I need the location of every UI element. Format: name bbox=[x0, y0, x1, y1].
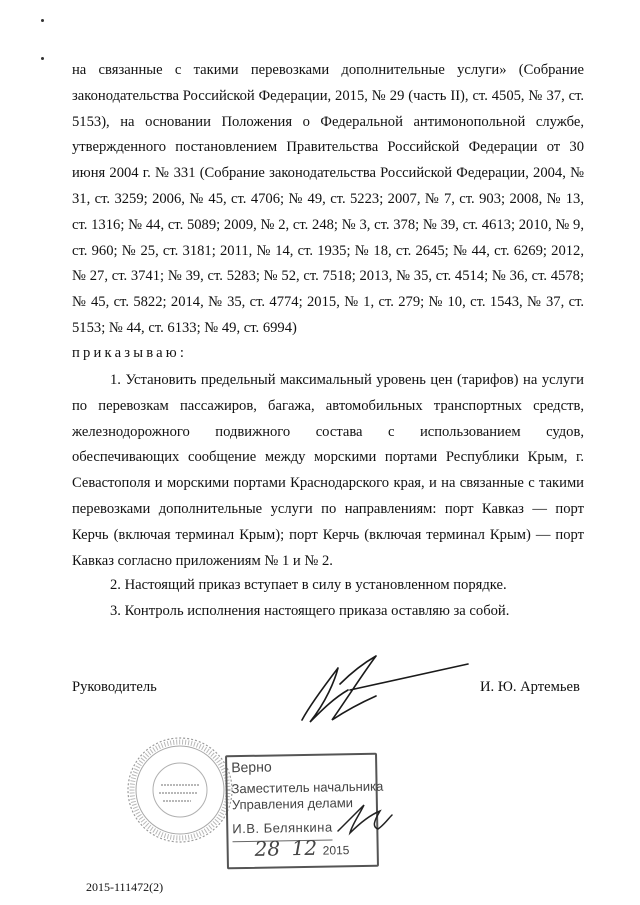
official-seal bbox=[125, 735, 235, 845]
order-word: приказываю: bbox=[72, 345, 188, 361]
stamp-date-year: 2015 bbox=[322, 843, 350, 858]
stamp-signature bbox=[334, 795, 394, 840]
signatory-position: Руководитель bbox=[72, 679, 157, 695]
order-item-2: 2. Настоящий приказ вступает в силу в установленном порядке. bbox=[110, 577, 507, 593]
scan-mark bbox=[41, 57, 44, 60]
intro-paragraph: на связанные с такими перевозками дополнительные услуги» (Собрание законодательства Российской Федерации, 2015, № 29 (часть II), ст. 4505, № 37, ст. 5153), на основании Положения о Федеральной антимонопольной службе, утвержденного постановлением Правительства Российской Федерации от 30 июня 2004 г. № 331 (Собрание законодательства Российской Федерации, 2004, № 31, ст. 3259; 2006, № 45, ст. 4706; № 49, ст. 5223; 2007, № 7, ст. 903; 2008, № 13, ст. 1316; № 44, ст. 5089; 2009, № 2, ст. 248; № 3, ст. 378; № 39, ст. 4613; 2010, № 9, ст. 960; № 25, ст. 3181; 2011, № 14, ст. 1935; № 18, ст. 2645; № 44, ст. 6269; 2012, № 27, ст. 3741; № 39, ст. 5283; № 52, ст. 7518; 2013, № 35, ст. 4514; № 36, ст. 4578; № 45, ст. 5822; 2014, № 35, ст. 4774; 2015, № 1, ст. 279; № 10, ст. 1543, № 37, ст. 5153; № 44, ст. 6133; № 49, ст. 6994) bbox=[72, 62, 584, 336]
stamp-date-line bbox=[233, 839, 333, 842]
document-number: 2015-111472(2) bbox=[86, 880, 164, 894]
signatory-name: И. Ю. Артемьев bbox=[480, 679, 580, 695]
stamp-title-line1: Заместитель начальника bbox=[231, 778, 384, 797]
stamp-title-line2: Управления делами bbox=[231, 795, 354, 813]
order-item-3: 3. Контроль исполнения настоящего приказа оставляю за собой. bbox=[110, 603, 510, 619]
stamp-person: И.В. Белянкина bbox=[232, 819, 333, 837]
order-item-1: 1. Установить предельный максимальный уровень цен (тарифов) на услуги по перевозкам пассажиров, багажа, автомобильных транспортных средств, железнодорожного подвижного состава с использованием судов, обеспечивающих сообщение между морскими портами Республики Крым, г. Севастополя и морскими портами Краснодарского края, и на связанные с такими перевозками дополнительные услуги по направлениям: порт Кавказ — порт Керчь (включая терминал Крым); порт Керчь (включая терминал Крым) — порт Кавказ согласно приложениям № 1 и № 2. bbox=[72, 372, 584, 569]
stamp-header: Верно bbox=[231, 758, 272, 776]
stamp-date-day: 28 bbox=[254, 836, 281, 861]
scan-mark bbox=[41, 19, 44, 22]
stamp-date-month: 12 bbox=[291, 835, 318, 861]
handwritten-signature bbox=[280, 650, 480, 730]
